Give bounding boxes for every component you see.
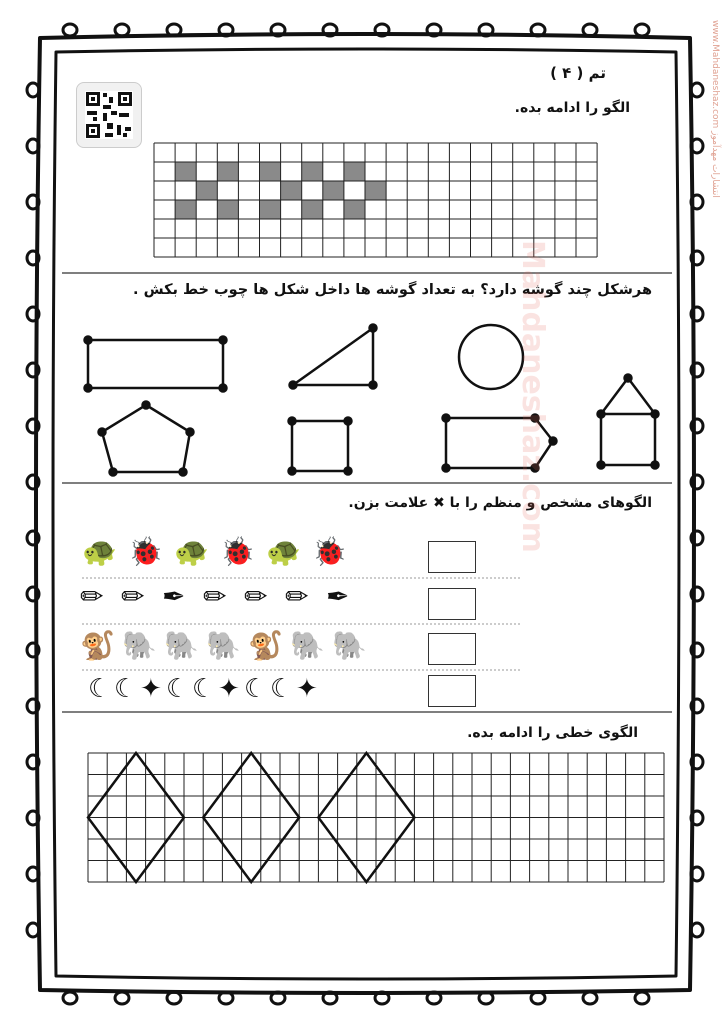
pencil-icon: ✏: [121, 580, 145, 613]
patterns-instruction: الگوهای مشخص و منظم را با ✖ علامت بزن.: [348, 495, 652, 511]
filled-cell: [175, 162, 196, 181]
pattern-answer-box-1[interactable]: [428, 541, 476, 573]
star-icon: ✦: [296, 674, 318, 704]
star-icon: ✦: [140, 674, 162, 704]
line-pattern-instruction: الگوی خطی را ادامه بده.: [467, 725, 638, 741]
filled-cell: [302, 162, 323, 181]
monkey-icon: 🐒: [248, 629, 283, 662]
corners-instruction: هرشکل چند گوشه دارد؟ به تعداد گوشه ها داخل شکل ها چوب خط بکش .: [133, 282, 652, 298]
filled-cell: [260, 200, 281, 219]
filled-cell: [217, 162, 238, 181]
moon-icon: ☾: [244, 674, 268, 704]
moon-icon: ☾: [114, 674, 138, 704]
pen-icon: ✒: [162, 580, 186, 613]
filled-cell: [281, 181, 302, 200]
pencil-icon: ✏: [285, 580, 309, 613]
pencil-icon: ✏: [80, 580, 104, 613]
elephant-icon: 🐘: [332, 629, 367, 662]
shapes-group: [85, 325, 659, 476]
pencil-icon: ✏: [203, 580, 227, 613]
ladybug-icon: 🐞: [220, 535, 255, 568]
turtle-icon: 🐢: [82, 535, 117, 568]
triangle-shape: [290, 325, 377, 389]
pattern-grid-instruction: الگو را ادامه بده.: [514, 100, 630, 116]
pattern-answer-box-2[interactable]: [428, 588, 476, 620]
moon-icon: ☾: [192, 674, 216, 704]
filled-cell: [260, 162, 281, 181]
filled-cell: [323, 181, 344, 200]
elephant-icon: 🐘: [122, 629, 157, 662]
monkey-icon: 🐒: [80, 629, 115, 662]
pattern-answer-box-3[interactable]: [428, 633, 476, 665]
moon-icon: ☾: [88, 674, 112, 704]
filled-cell: [365, 181, 386, 200]
filled-cell: [175, 200, 196, 219]
pentagon-shape: [99, 402, 194, 476]
pen-icon: ✒: [326, 580, 350, 613]
ladybug-icon: 🐞: [128, 535, 163, 568]
theme-title: تم ( ۴ ): [550, 64, 606, 82]
elephant-icon: 🐘: [206, 629, 241, 662]
elephant-icon: 🐘: [290, 629, 325, 662]
qr-code: [76, 82, 142, 148]
square-shape: [289, 418, 352, 475]
rectangle-shape: [85, 337, 227, 392]
filled-cell: [196, 181, 217, 200]
house-shape: [598, 375, 659, 469]
watermark-text: Mahdaneshaz.com: [515, 240, 550, 553]
turtle-icon: 🐢: [266, 535, 301, 568]
moon-icon: ☾: [270, 674, 294, 704]
pattern-answer-box-4[interactable]: [428, 675, 476, 707]
line-pattern-grid: [88, 753, 664, 882]
ladybug-icon: 🐞: [312, 535, 347, 568]
moon-icon: ☾: [166, 674, 190, 704]
filled-cell: [302, 200, 323, 219]
pencil-icon: ✏: [244, 580, 268, 613]
side-watermark: www.Mahdaneshaz.com انتشارات مهدآموز: [710, 20, 720, 198]
star-icon: ✦: [218, 674, 240, 704]
filled-cell: [217, 200, 238, 219]
elephant-icon: 🐘: [164, 629, 199, 662]
turtle-icon: 🐢: [174, 535, 209, 568]
filled-cell: [344, 200, 365, 219]
filled-cell: [344, 162, 365, 181]
